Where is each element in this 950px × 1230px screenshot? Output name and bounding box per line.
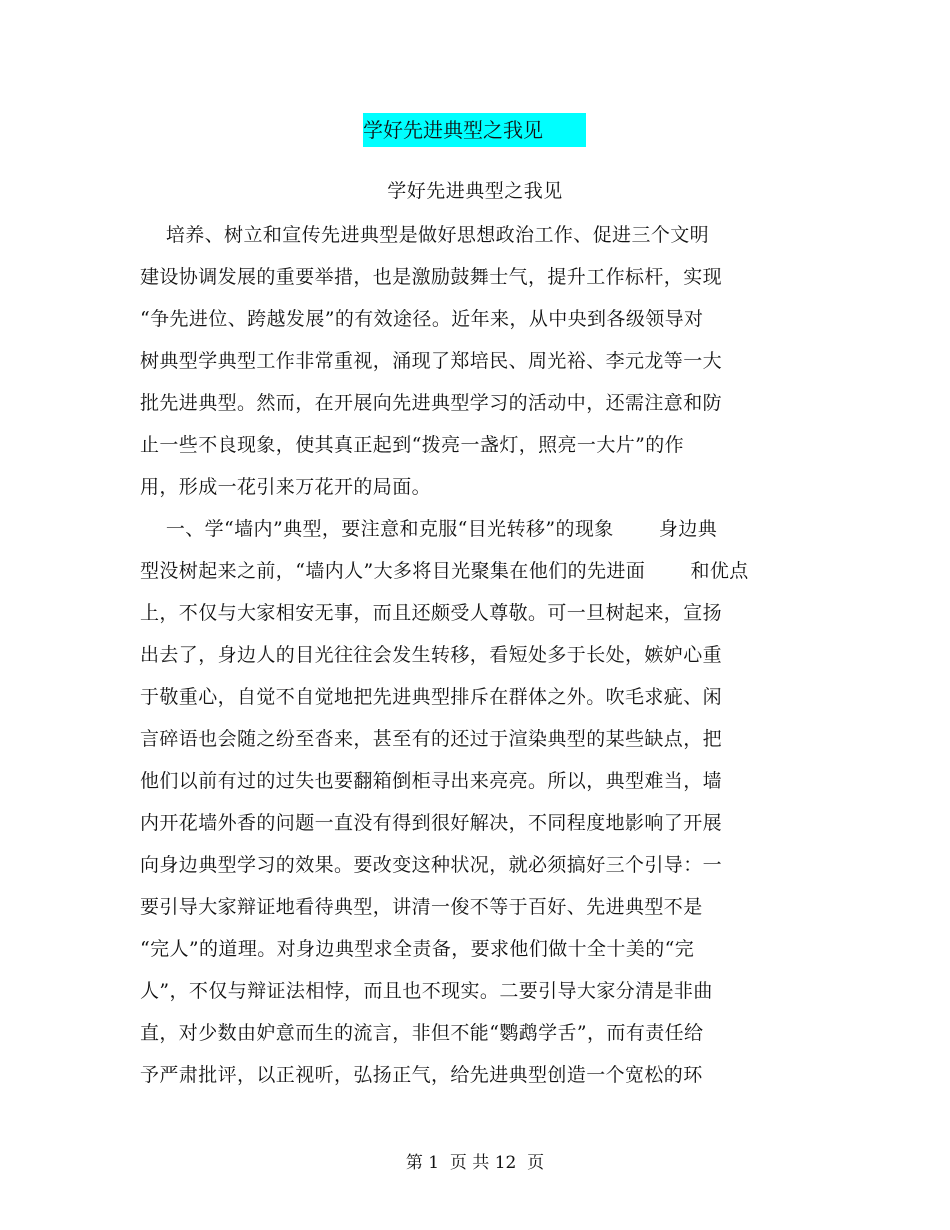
text-line: 上，不仅与大家相安无事，而且还颇受人尊敬。可一旦树起来，宣扬 xyxy=(140,602,723,624)
text-line: 向身边典型学习的效果。要改变这种状况，就必须搞好三个引导：一 xyxy=(140,854,723,876)
text-line: “完人”的道理。对身边典型求全责备，要求他们做十全十美的“完 xyxy=(140,938,695,960)
text-line: 止一些不良现象，使其真正起到“拨亮一盏灯，照亮一大片”的作 xyxy=(140,434,685,456)
text-line: 内开花墙外香的问题一直没有得到很好解决，不同程度地影响了开展 xyxy=(140,812,723,834)
document-subtitle: 学好先进典型之我见 xyxy=(387,180,563,202)
text-line: “争先进位、跨越发展”的有效途径。近年来，从中央到各级领导对 xyxy=(140,308,704,330)
text-line: 树典型学典型工作非常重视，涌现了郑培民、周光裕、李元龙等一大 xyxy=(140,350,723,372)
text-line: 人”，不仅与辩证法相悖，而且也不现实。二要引导大家分清是非曲 xyxy=(140,980,713,1002)
text-line: 言碎语也会随之纷至沓来，甚至有的还过于渲染典型的某些缺点，把 xyxy=(140,728,723,750)
text-line: 培养、树立和宣传先进典型是做好思想政治工作、促进三个文明 xyxy=(140,224,710,246)
page-title: 学好先进典型之我见 xyxy=(363,113,586,147)
text-line: 直，对少数由妒意而生的流言，非但不能“鹦鹉学舌”，而有责任给 xyxy=(140,1022,704,1044)
text-line: 型没树起来之前，“墙内人”大多将目光聚集在他们的先进面 和优点 xyxy=(140,560,749,582)
text-line: 要引导大家辩证地看待典型，讲清一俊不等于百好、先进典型不是 xyxy=(140,896,703,918)
text-line: 于敬重心，自觉不自觉地把先进典型排斥在群体之外。吹毛求疵、闲 xyxy=(140,686,723,708)
text-line: 用，形成一花引来万花开的局面。 xyxy=(140,476,432,498)
text-line: 建设协调发展的重要举措，也是激励鼓舞士气，提升工作标杆，实现 xyxy=(140,266,723,288)
text-line: 予严肃批评，以正视听，弘扬正气，给先进典型创造一个宽松的环 xyxy=(140,1064,703,1086)
text-line: 批先进典型。然而，在开展向先进典型学习的活动中，还需注意和防 xyxy=(140,392,723,414)
text-line: 一、学“墙内”典型，要注意和克服“目光转移”的现象 身边典 xyxy=(140,518,718,540)
text-line: 出去了，身边人的目光往往会发生转移，看短处多于长处，嫉妒心重 xyxy=(140,644,723,666)
text-line: 他们以前有过的过失也要翻箱倒柜寻出来亮亮。所以，典型难当，墙 xyxy=(140,770,723,792)
page-footer: 第 1 页 共 12 页 xyxy=(405,1153,545,1173)
